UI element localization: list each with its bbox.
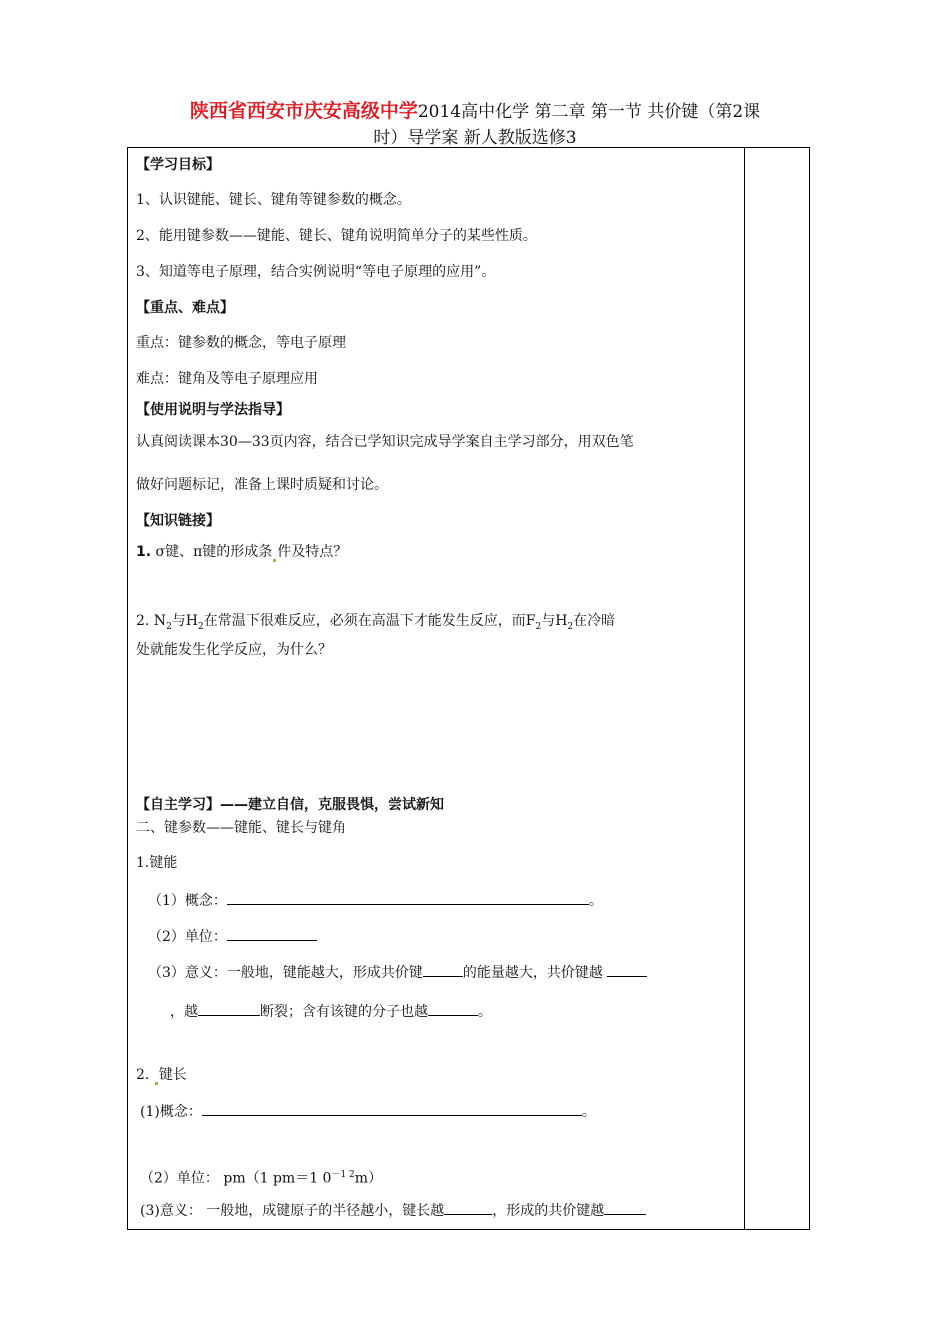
bond-length-unit: （2）单位： pm（1 pm＝1 $0^{-1 2}m$） xyxy=(140,1170,383,1187)
bond-energy-meaning-2: ，越 断裂；含有该键的分子也越 。 xyxy=(170,1001,492,1022)
bond-energy-unit: （2）单位： xyxy=(148,926,317,947)
question-2-line-2: 处就能发生化学反应，为什么？ xyxy=(136,642,332,658)
self-study-subtitle: 二、键参数——键能、键长与键角 xyxy=(136,820,346,836)
fill-blank[interactable] xyxy=(607,962,647,977)
title-line2: 时）导学案 新人教版选修3 xyxy=(373,128,577,148)
usage-heading: 【使用说明与学法指导】 xyxy=(136,402,290,418)
fill-blank[interactable] xyxy=(428,1001,478,1016)
bond-energy-meaning-1: （3）意义：一般地，键能越大，形成共价键 的能量越大，共价键越 xyxy=(148,962,647,983)
usage-line-1: 认真阅读课本30—33页内容，结合已学知识完成导学案自主学习部分，用双色笔 xyxy=(136,434,634,450)
goal-3: 3、知道等电子原理，结合实例说明“等电子原理的应用”。 xyxy=(136,264,496,280)
key-difficult-heading: 【重点、难点】 xyxy=(136,300,234,316)
goal-2: 2、能用键参数——键能、键长、键角说明简单分子的某些性质。 xyxy=(136,228,537,244)
goal-1: 1、认识键能、键长、键角等键参数的概念。 xyxy=(136,192,411,208)
fill-blank[interactable] xyxy=(227,890,589,905)
fill-blank[interactable] xyxy=(198,1001,260,1016)
fill-blank[interactable] xyxy=(444,1200,492,1215)
bond-energy-concept: （1）概念： 。 xyxy=(148,890,603,911)
bond-energy-title: 1.键能 xyxy=(136,855,178,871)
title-line1: 2014高中化学 第二章 第一节 共价键（第2课 xyxy=(417,102,761,122)
fill-blank[interactable] xyxy=(202,1101,582,1116)
key-point: 重点：键参数的概念，等电子原理 xyxy=(136,335,346,351)
fill-blank[interactable] xyxy=(604,1200,646,1215)
school-name: 陕西省西安市庆安高级中学 xyxy=(189,100,418,122)
difficult-point: 难点：键角及等电子原理应用 xyxy=(136,371,318,387)
usage-line-2: 做好问题标记，准备上课时质疑和讨论。 xyxy=(136,477,388,493)
self-study-heading: 【自主学习】——建立自信，克服畏惧，尝试新知 xyxy=(136,797,444,813)
goals-heading: 【学习目标】 xyxy=(136,157,220,173)
question-2-line-1: 2. $N_2$与$H_2$在常温下很难反应，必须在高温下才能发生反应，而$F_2$与$H_2$在冷暗 xyxy=(136,613,616,632)
document-title xyxy=(0,98,950,151)
bond-length-meaning: (3)意义： 一般地，成键原子的半径越小，键长越 ，形成的共价键越 xyxy=(140,1200,646,1221)
question-1: 1. σ键、π键的形成条 件及特点？ xyxy=(136,544,348,560)
fill-blank[interactable] xyxy=(423,962,463,977)
bond-length-concept: (1)概念： 。 xyxy=(140,1101,596,1122)
bond-length-title: 2. 键长 xyxy=(136,1067,187,1083)
notes-column-divider xyxy=(744,147,745,1229)
knowledge-link-heading: 【知识链接】 xyxy=(136,513,220,529)
fill-blank[interactable] xyxy=(227,926,317,941)
